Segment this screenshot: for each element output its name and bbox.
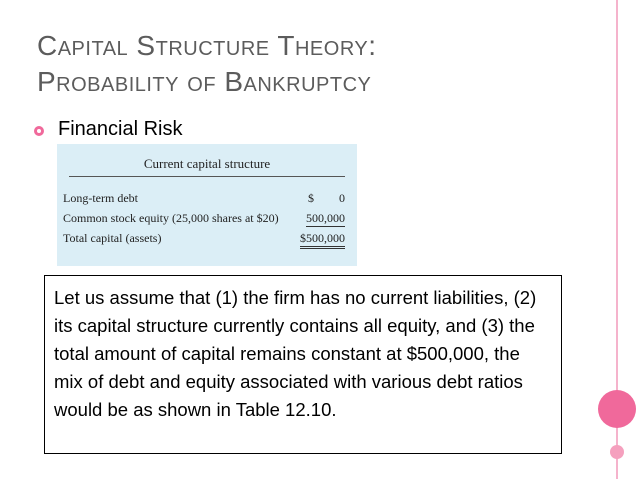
- row-label: Common stock equity (25,000 shares at $20): [63, 211, 279, 225]
- decorative-large-circle: [598, 390, 636, 428]
- table-title: Current capital structure: [57, 156, 357, 172]
- assumption-callout: Let us assume that (1) the firm has no current liabilities, (2) its capital structure currently contains all equity, and (3) the total amount of capital remains constant at $500,000, the mix of debt and equity associated with various debt ratios would be as shown in Table 12.10.: [44, 275, 562, 454]
- row-amount: $500,000: [300, 231, 345, 249]
- bullet-text: Financial Risk: [58, 118, 183, 140]
- table-row-total-capital: [63, 231, 345, 249]
- table-row-common-stock-equity: [63, 211, 345, 229]
- slide-title: [37, 28, 377, 100]
- row-label: Long-term debt: [63, 191, 138, 205]
- table-row-long-term-debt: [63, 191, 345, 209]
- capital-structure-table: [57, 144, 357, 266]
- row-amount: 500,000: [306, 211, 345, 225]
- row-currency: $: [308, 191, 314, 205]
- slide-title-line-2: Probability of Bankruptcy: [37, 66, 372, 97]
- slide-title-line-1: Capital Structure Theory:: [37, 30, 377, 61]
- ring-bullet-icon: [34, 126, 44, 136]
- row-amount: 0: [339, 191, 345, 205]
- row-label: Total capital (assets): [63, 231, 162, 245]
- decorative-small-circle: [610, 445, 624, 459]
- bullet-item: [34, 118, 182, 141]
